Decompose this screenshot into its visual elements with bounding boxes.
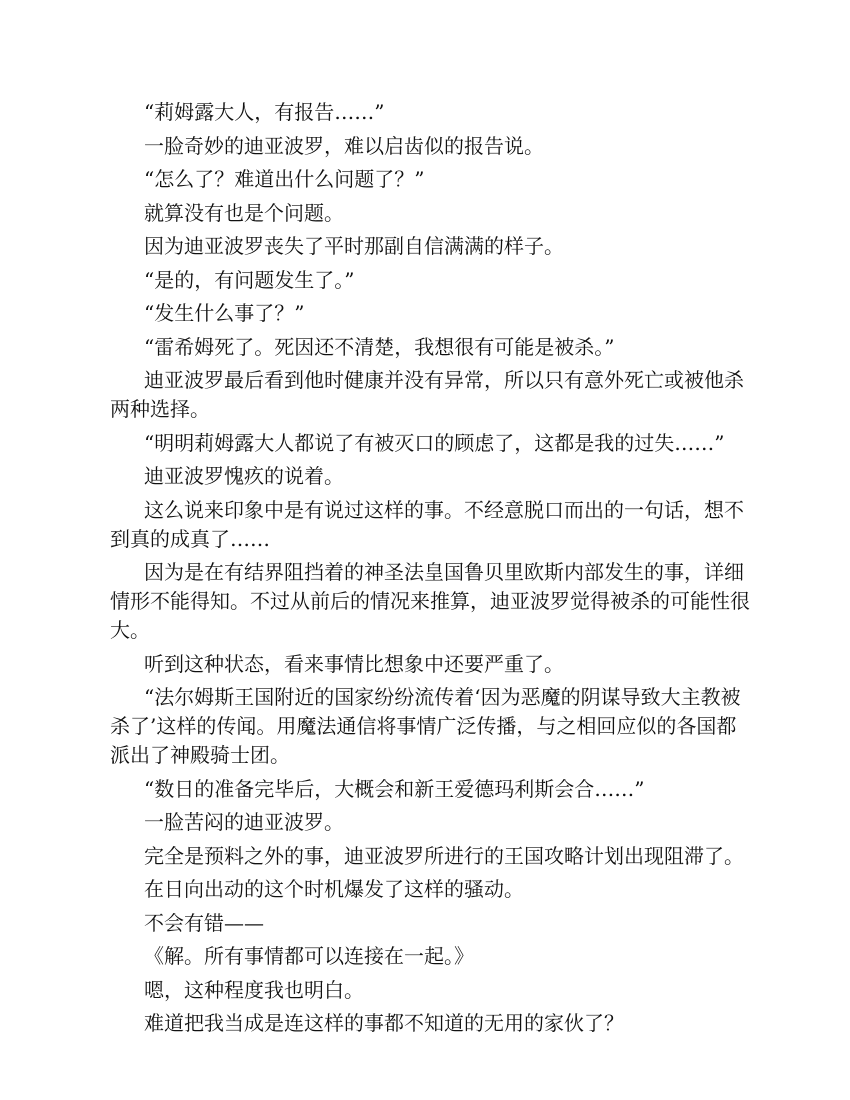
paragraph: “怎么了？难道出什么问题了？” <box>144 167 425 191</box>
paragraph: 迪亚波罗最后看到他时健康并没有异常，所以只有意外死亡或被他杀两种选择。 <box>110 368 744 421</box>
paragraph: “法尔姆斯王国附近的国家纷纷流传着‘因为恶魔的阴谋导致大主教被杀了’这样的传闻。用魔法通信将事情广泛传播，与之相回应似的各国都派出了神殿骑士团。 <box>110 685 741 767</box>
paragraph: 不会有错—— <box>144 910 264 935</box>
paragraph: 因为迪亚波罗丧失了平时那副自信满满的样子。 <box>144 234 564 258</box>
paragraph: 《解。所有事情都可以连接在一起。》 <box>144 944 474 968</box>
paragraph: 迪亚波罗愧疚的说着。 <box>144 464 344 488</box>
paragraph: “发生什么事了？” <box>144 301 305 325</box>
paragraph: “是的，有问题发生了。” <box>144 267 355 292</box>
paragraph: “数日的准备完毕后，大概会和新王爱德玛利斯会合……” <box>144 776 645 801</box>
paragraph: “莉姆露大人，有报告……” <box>144 100 385 124</box>
paragraph: 完全是预料之外的事，迪亚波罗所进行的王国攻略计划出现阻滞了。 <box>144 843 744 868</box>
document-body <box>110 98 750 1043</box>
paragraph: “明明莉姆露大人都说了有被灭口的顾虑了，这都是我的过失……” <box>144 430 725 455</box>
paragraph: 一脸奇妙的迪亚波罗，难以启齿似的报告说。 <box>144 133 544 158</box>
paragraph: 因为是在有结界阻挡着的神圣法皇国鲁贝里欧斯内部发生的事，详细情形不能得知。不过从前后的情况来推算，迪亚波罗觉得被杀的可能性很大。 <box>110 560 750 642</box>
paragraph: 在日向出动的这个时机爆发了这样的骚动。 <box>144 877 524 901</box>
paragraph: 嗯，这种程度我也明白。 <box>144 977 364 1002</box>
paragraph: “雷希姆死了。死因还不清楚，我想很有可能是被杀。” <box>144 334 615 359</box>
paragraph: 就算没有也是个问题。 <box>144 200 344 225</box>
paragraph: 一脸苦闷的迪亚波罗。 <box>144 810 344 834</box>
paragraph: 听到这种状态，看来事情比想象中还要严重了。 <box>144 651 564 676</box>
paragraph: 难道把我当成是连这样的事都不知道的无用的家伙了？ <box>144 1011 624 1035</box>
paragraph: 这么说来印象中是有说过这样的事。不经意脱口而出的一句话，想不到真的成真了…… <box>110 497 744 551</box>
